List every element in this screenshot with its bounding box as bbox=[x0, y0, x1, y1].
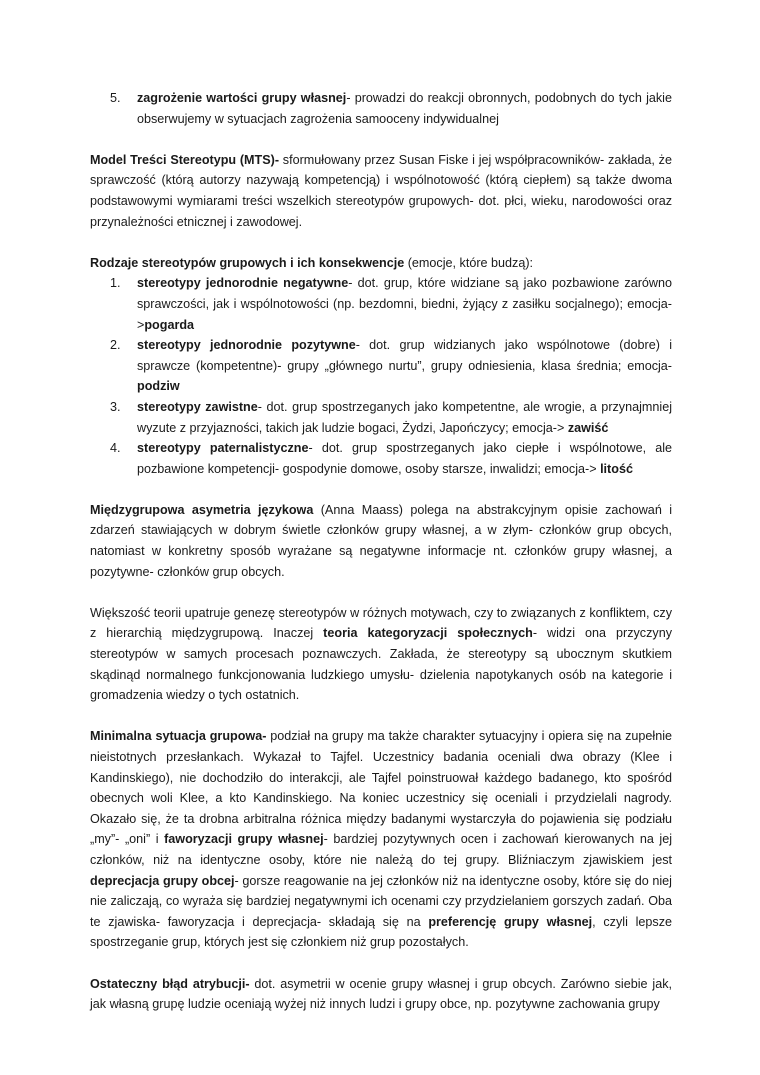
term-attribution-error: Ostateczny błąd atrybucji- bbox=[90, 976, 250, 991]
paragraph-asymmetry bbox=[90, 500, 672, 582]
list-item-number: 1. bbox=[110, 276, 121, 291]
list-item-number: 3. bbox=[110, 399, 121, 414]
list-item-emotion: zawiść bbox=[567, 420, 609, 435]
stereotype-types-list bbox=[90, 273, 672, 479]
list-item-text: - dot. grup spostrzeganych jako ciepłe i wspólnotowe, ale pozbawione kompetencji- gospodynie domowe, osoby starsze, inwalidzi; emocja-> bbox=[137, 441, 672, 476]
term-ingroup-favoritism: faworyzacji grupy własnej bbox=[164, 832, 324, 847]
paragraph-mts bbox=[90, 150, 672, 232]
term-mts: Model Treści Stereotypu (MTS)- bbox=[90, 152, 280, 167]
paragraph-attribution-error bbox=[90, 974, 672, 1015]
list-item-text: - dot. grup widzianych jako wspólnotowe (dobre) i sprawcze (kompetentne)- grupy „głównego nurtu”, grupy odniesienia, klasa średnia; emocja- bbox=[137, 338, 672, 373]
minimal-text-2: - bardziej pozytywnych ocen i zachowań kierowanych na jej członków, niż na identyczne osoby, które nie należą do tej grupy. Bliźniaczym zjawiskiem jest bbox=[90, 832, 672, 867]
list-item-text: - dot. grup, które widziane są jako pozbawione zarówno sprawczości, jak i wspólnotowości (np. bezdomni, biedni, żyjący z zasiłku socjalnego); emocja-> bbox=[137, 276, 672, 332]
list-item bbox=[90, 273, 672, 335]
list-item-number: 5. bbox=[110, 91, 121, 105]
minimal-text-1: podział na grupy ma także charakter sytuacyjny i opiera się na zupełnie nieistotnych przesłankach. Wykazał to Tajfel. Uczestnicy badania oceniali dwa obrazy (Klee i Kandinskiego), nie dochodziło do interakcji, ale Tajfel poinstruował każdego badanego, kto spośród obecnych woli Klee, a kto Kandinskiego. Na koniec uczestnicy się oceniali i przydzielali nagrody. Okazało się, że ta drobna arbitralna różnica między badanymi wystarczyła do pojawienia się podziału „my”- „oni” i bbox=[90, 729, 672, 847]
list-item bbox=[90, 438, 672, 479]
list-item-term: zagrożenie wartości grupy własnej bbox=[137, 91, 347, 105]
list-item-term: stereotypy jednorodnie negatywne bbox=[137, 276, 349, 291]
term-ingroup-preference: preferencję grupy własnej bbox=[428, 914, 593, 929]
attribution-text: dot. asymetrii w ocenie grupy własnej i grup obcych. Zarówno siebie jak, jak własną grupę ludzie oceniają wyżej niż innych ludzi i grupy obce, np. pozytywne zachowania grupy bbox=[90, 976, 672, 1012]
list-item-text: - dot. grup spostrzeganych jako kompetentne, ale wrogie, a przynajmniej wyzute z przyjazności, takich jak ludzie bogaci, Żydzi, Japończycy; emocja-> bbox=[137, 399, 673, 435]
paragraph-minimal-group bbox=[90, 726, 672, 953]
list-item-term: stereotypy zawistne bbox=[137, 399, 258, 414]
list-item bbox=[90, 335, 672, 397]
list-item-term: stereotypy paternalistyczne bbox=[137, 441, 309, 456]
list-item-emotion: litość bbox=[600, 461, 633, 476]
categorization-text-2: - widzi ona przyczyny stereotypów w samych procesach poznawczych. Zakłada, że stereotypy są ubocznym skutkiem skądinąd normalnego funkcjonowania ludzkiego umysłu- dzielenia napotykanych osób na kategorie i gromadzenia wiedzy o tych ostatnich. bbox=[90, 626, 672, 703]
term-outgroup-derogation: deprecjacja grupy obcej bbox=[90, 873, 235, 888]
section-heading bbox=[90, 253, 672, 274]
list-item-number: 4. bbox=[110, 441, 121, 456]
asymmetry-text: (Anna Maass) polega na abstrakcyjnym opisie zachowań i zdarzeń stawiających w dobrym świetle członków grupy własnej, a w złym- członków grup obcych, natomiast w konkretny sposób wyrażane są negatywne informacje nt. członków grupy własnej, a pozytywne- członków grup obcych. bbox=[90, 502, 672, 579]
minimal-text-3: - gorsze reagowanie na jej członków niż na identyczne osoby, które się do niej nie zaliczają, co wyraża się bardziej negatywnymi ich ocenami czy przydzielaniem gorszych zadań. Oba te zjawiska- faworyzacja i deprecjacja- składają się na bbox=[90, 873, 672, 929]
minimal-text-4: , czyli lepsze spostrzeganie grup, których jest się członkiem niż grup pozostałych. bbox=[90, 914, 672, 950]
list-item-number: 2. bbox=[110, 338, 121, 353]
term-categorization: teoria kategoryzacji społecznych bbox=[323, 626, 533, 641]
heading-bold: Rodzaje stereotypów grupowych i ich konsekwencje bbox=[90, 255, 405, 270]
paragraph-categorization bbox=[90, 603, 672, 706]
list-item bbox=[90, 88, 672, 129]
list-item bbox=[90, 397, 672, 438]
list-item-emotion: podziw bbox=[137, 379, 180, 394]
list-item-term: stereotypy jednorodnie pozytywne bbox=[137, 338, 356, 353]
list-item-text: - prowadzi do reakcji obronnych, podobnych do tych jakie obserwujemy w sytuacjach zagrożenia samooceny indywidualnej bbox=[137, 91, 672, 126]
list-continuation bbox=[90, 88, 672, 129]
document-page bbox=[90, 88, 672, 1035]
list-item-emotion: pogarda bbox=[144, 317, 195, 332]
section-stereotype-types bbox=[90, 253, 672, 480]
term-minimal-group: Minimalna sytuacja grupowa- bbox=[90, 729, 267, 744]
term-asymmetry: Międzygrupowa asymetria językowa bbox=[90, 502, 314, 517]
mts-text: sformułowany przez Susan Fiske i jej współpracowników- zakłada, że sprawczość (którą autorzy nazywają kompetencją) i wspólnotowość (którą ciepłem) są także dwoma podstawowymi wymiarami treści wszelkich stereotypów grupowych- dot. płci, wieku, narodowości oraz przynależności etnicznej i zawodowej. bbox=[90, 152, 672, 229]
heading-rest: (emocje, które budzą): bbox=[404, 255, 534, 270]
categorization-text-1: Większość teorii upatruje genezę stereotypów w różnych motywach, czy to związanych z konfliktem, czy z hierarchią międzygrupową. Inaczej bbox=[90, 605, 672, 641]
